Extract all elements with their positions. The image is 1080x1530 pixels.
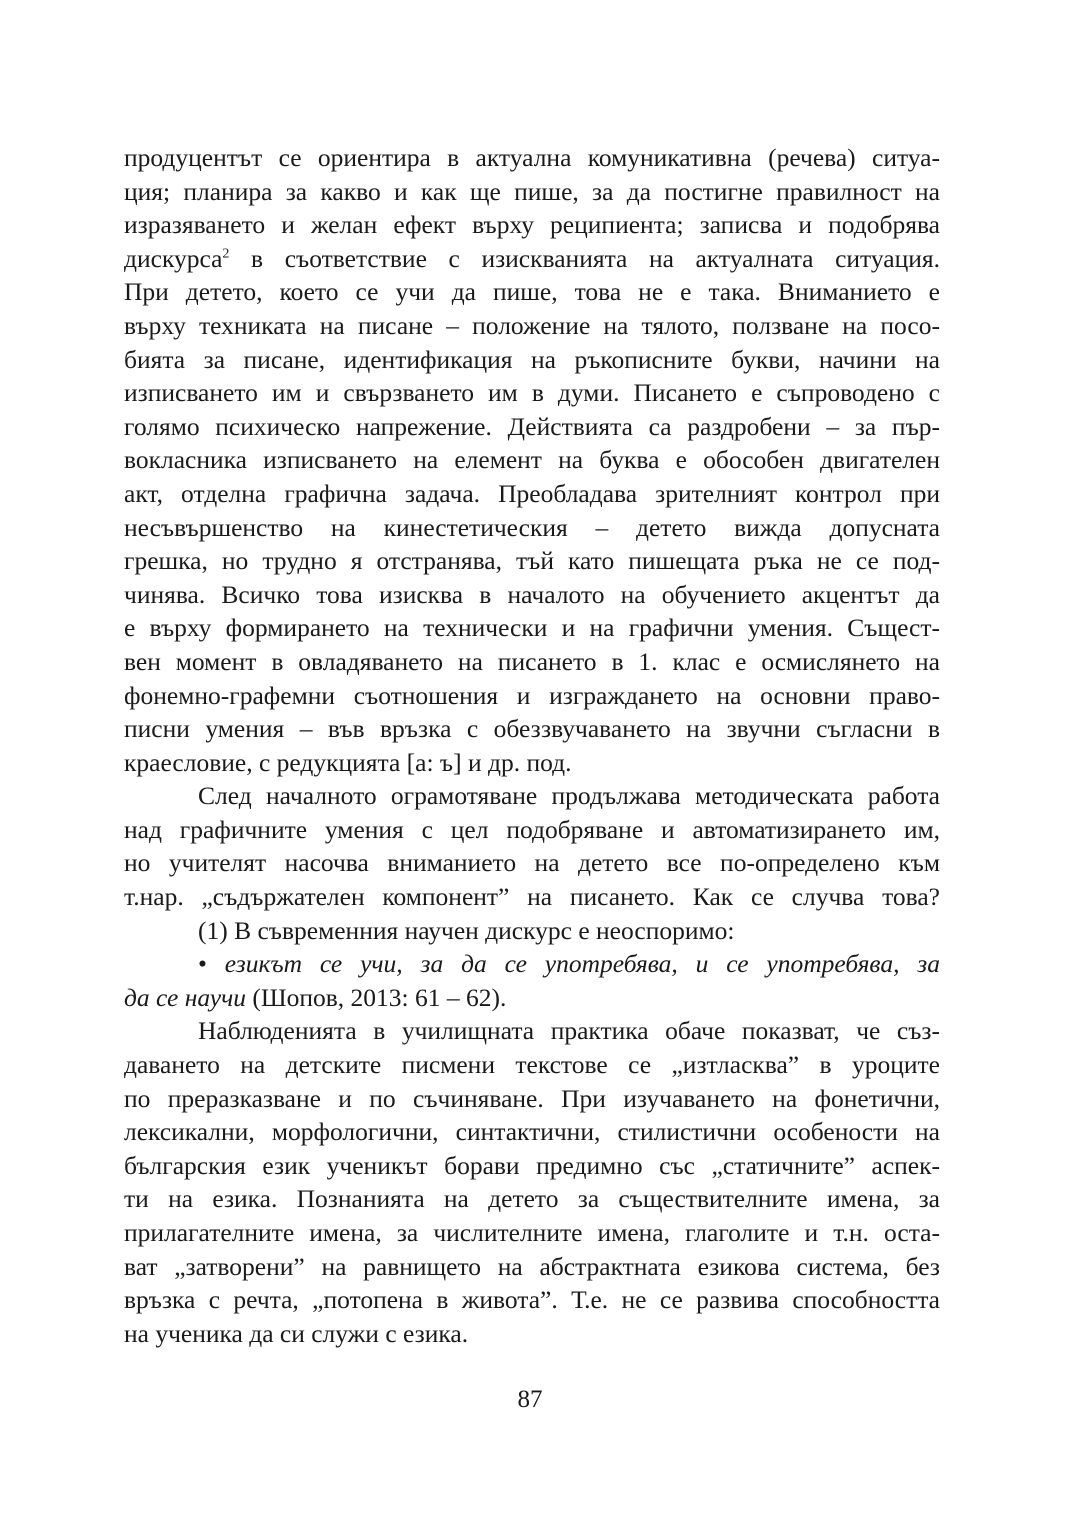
text-line: продуцентът се ориентира в актуална комуникативна (речева) ситуа- bbox=[124, 143, 940, 172]
quote-paragraph bbox=[124, 947, 940, 1014]
text-line: При детето, което се учи да пише, това не е така. Вниманието е bbox=[124, 277, 940, 307]
paragraph bbox=[124, 1014, 940, 1350]
text-line: лексикални, морфологични, синтактични, стилистични особености на bbox=[124, 1117, 940, 1147]
paragraph bbox=[124, 779, 940, 913]
text-line: връзка с речта, „потопена в живота”. Т.е. не се развива способността bbox=[124, 1285, 940, 1315]
text-line bbox=[124, 947, 940, 981]
bullet-icon: • bbox=[198, 949, 207, 979]
text-line: чинява. Всичко това изисква в началото на обучението акцентът да bbox=[124, 579, 940, 609]
page-number: 87 bbox=[517, 1386, 543, 1413]
text-line: върху техниката на писане – положение на тялото, ползване на посо- bbox=[124, 310, 940, 340]
text-line: на ученика да си служи с езика. bbox=[124, 1318, 469, 1348]
text-line: ти на езика. Познанията на детето за съществителните имена, за bbox=[124, 1184, 940, 1214]
text-line: прилагателните имена, за числителните имена, глаголите и т.н. оста- bbox=[124, 1218, 940, 1247]
text-line: т.нар. „съдържателен компонент” на писането. Как се случва това? bbox=[124, 882, 940, 912]
text-line: ция; планира за какво и как ще пише, за да постигне правилност на bbox=[124, 176, 940, 206]
italic-quote: езикът се учи, за да се употребява, и се употребява, за bbox=[206, 949, 940, 979]
paragraph bbox=[124, 914, 940, 948]
text-line: българския език ученикът борави предимно със „статичните” аспек- bbox=[124, 1150, 940, 1180]
paragraph bbox=[124, 141, 940, 779]
text-line: ват „затворени” на равнището на абстрактната езикова система, без bbox=[124, 1251, 940, 1281]
text-line: но учителят насочва вниманието на детето все по-определено към bbox=[124, 848, 940, 878]
text-line: изразяването и желан ефект върху реципиента; записва и подобрява bbox=[124, 210, 940, 240]
text-line: даването на детските писмени текстове се „изтласква” в уроците bbox=[124, 1050, 940, 1080]
text-fragment: в съответствие с изискванията на актуалната ситуация. bbox=[229, 243, 940, 273]
text-line: фонемно-графемни съотношения и изграждането на основни право- bbox=[124, 680, 940, 710]
text-line: грешка, но трудно я отстранява, тъй като пишещата ръка не се под- bbox=[124, 546, 940, 576]
text-line: Наблюденията в училищната практика обаче показват, че съз- bbox=[198, 1016, 940, 1046]
text-line: краесловие, с редукцията [а: ъ] и др. под. bbox=[124, 747, 572, 777]
text-line: несъвършенство на кинестетическия – детето вижда допусната bbox=[124, 512, 940, 542]
text-line: по преразказване и по съчиняване. При изучаването на фонетични, bbox=[124, 1083, 940, 1113]
italic-quote: да се научи bbox=[124, 982, 246, 1012]
text-line bbox=[124, 981, 940, 1015]
text-line: изписването им и свързването им в думи. Писането е съпроводено с bbox=[124, 378, 940, 408]
text-line: акт, отделна графична задача. Преобладава зрителният контрол при bbox=[124, 478, 940, 508]
text-line: вокласника изписването на елемент на буква е обособен двигателен bbox=[124, 445, 940, 475]
footnote-marker[interactable]: 2 bbox=[222, 246, 230, 262]
citation: (Шопов, 2013: 61 – 62). bbox=[246, 982, 507, 1012]
page-body bbox=[124, 141, 940, 1350]
text-line: е върху формирането на технически и на графични умения. Същест- bbox=[124, 613, 940, 643]
text-line: вен момент в овладяването на писането в 1. клас е осмислянето на bbox=[124, 646, 940, 676]
text-line: над графичните умения с цел подобряване и автоматизирането им, bbox=[124, 814, 940, 844]
text-line: След началното ограмотяване продължава методическата работа bbox=[198, 781, 940, 811]
text-line: бията за писане, идентификация на ръкописните букви, начини на bbox=[124, 344, 940, 374]
text-fragment: дискурса bbox=[124, 243, 223, 273]
text-line: голямо психическо напрежение. Действията са раздробени – за пър- bbox=[124, 411, 940, 441]
text-line: писни умения – във връзка с обеззвучаването на звучни съгласни в bbox=[124, 714, 940, 744]
text-line: (1) В съвременния научен дискурс е неоспоримо: bbox=[198, 915, 735, 945]
text-line bbox=[124, 242, 940, 276]
